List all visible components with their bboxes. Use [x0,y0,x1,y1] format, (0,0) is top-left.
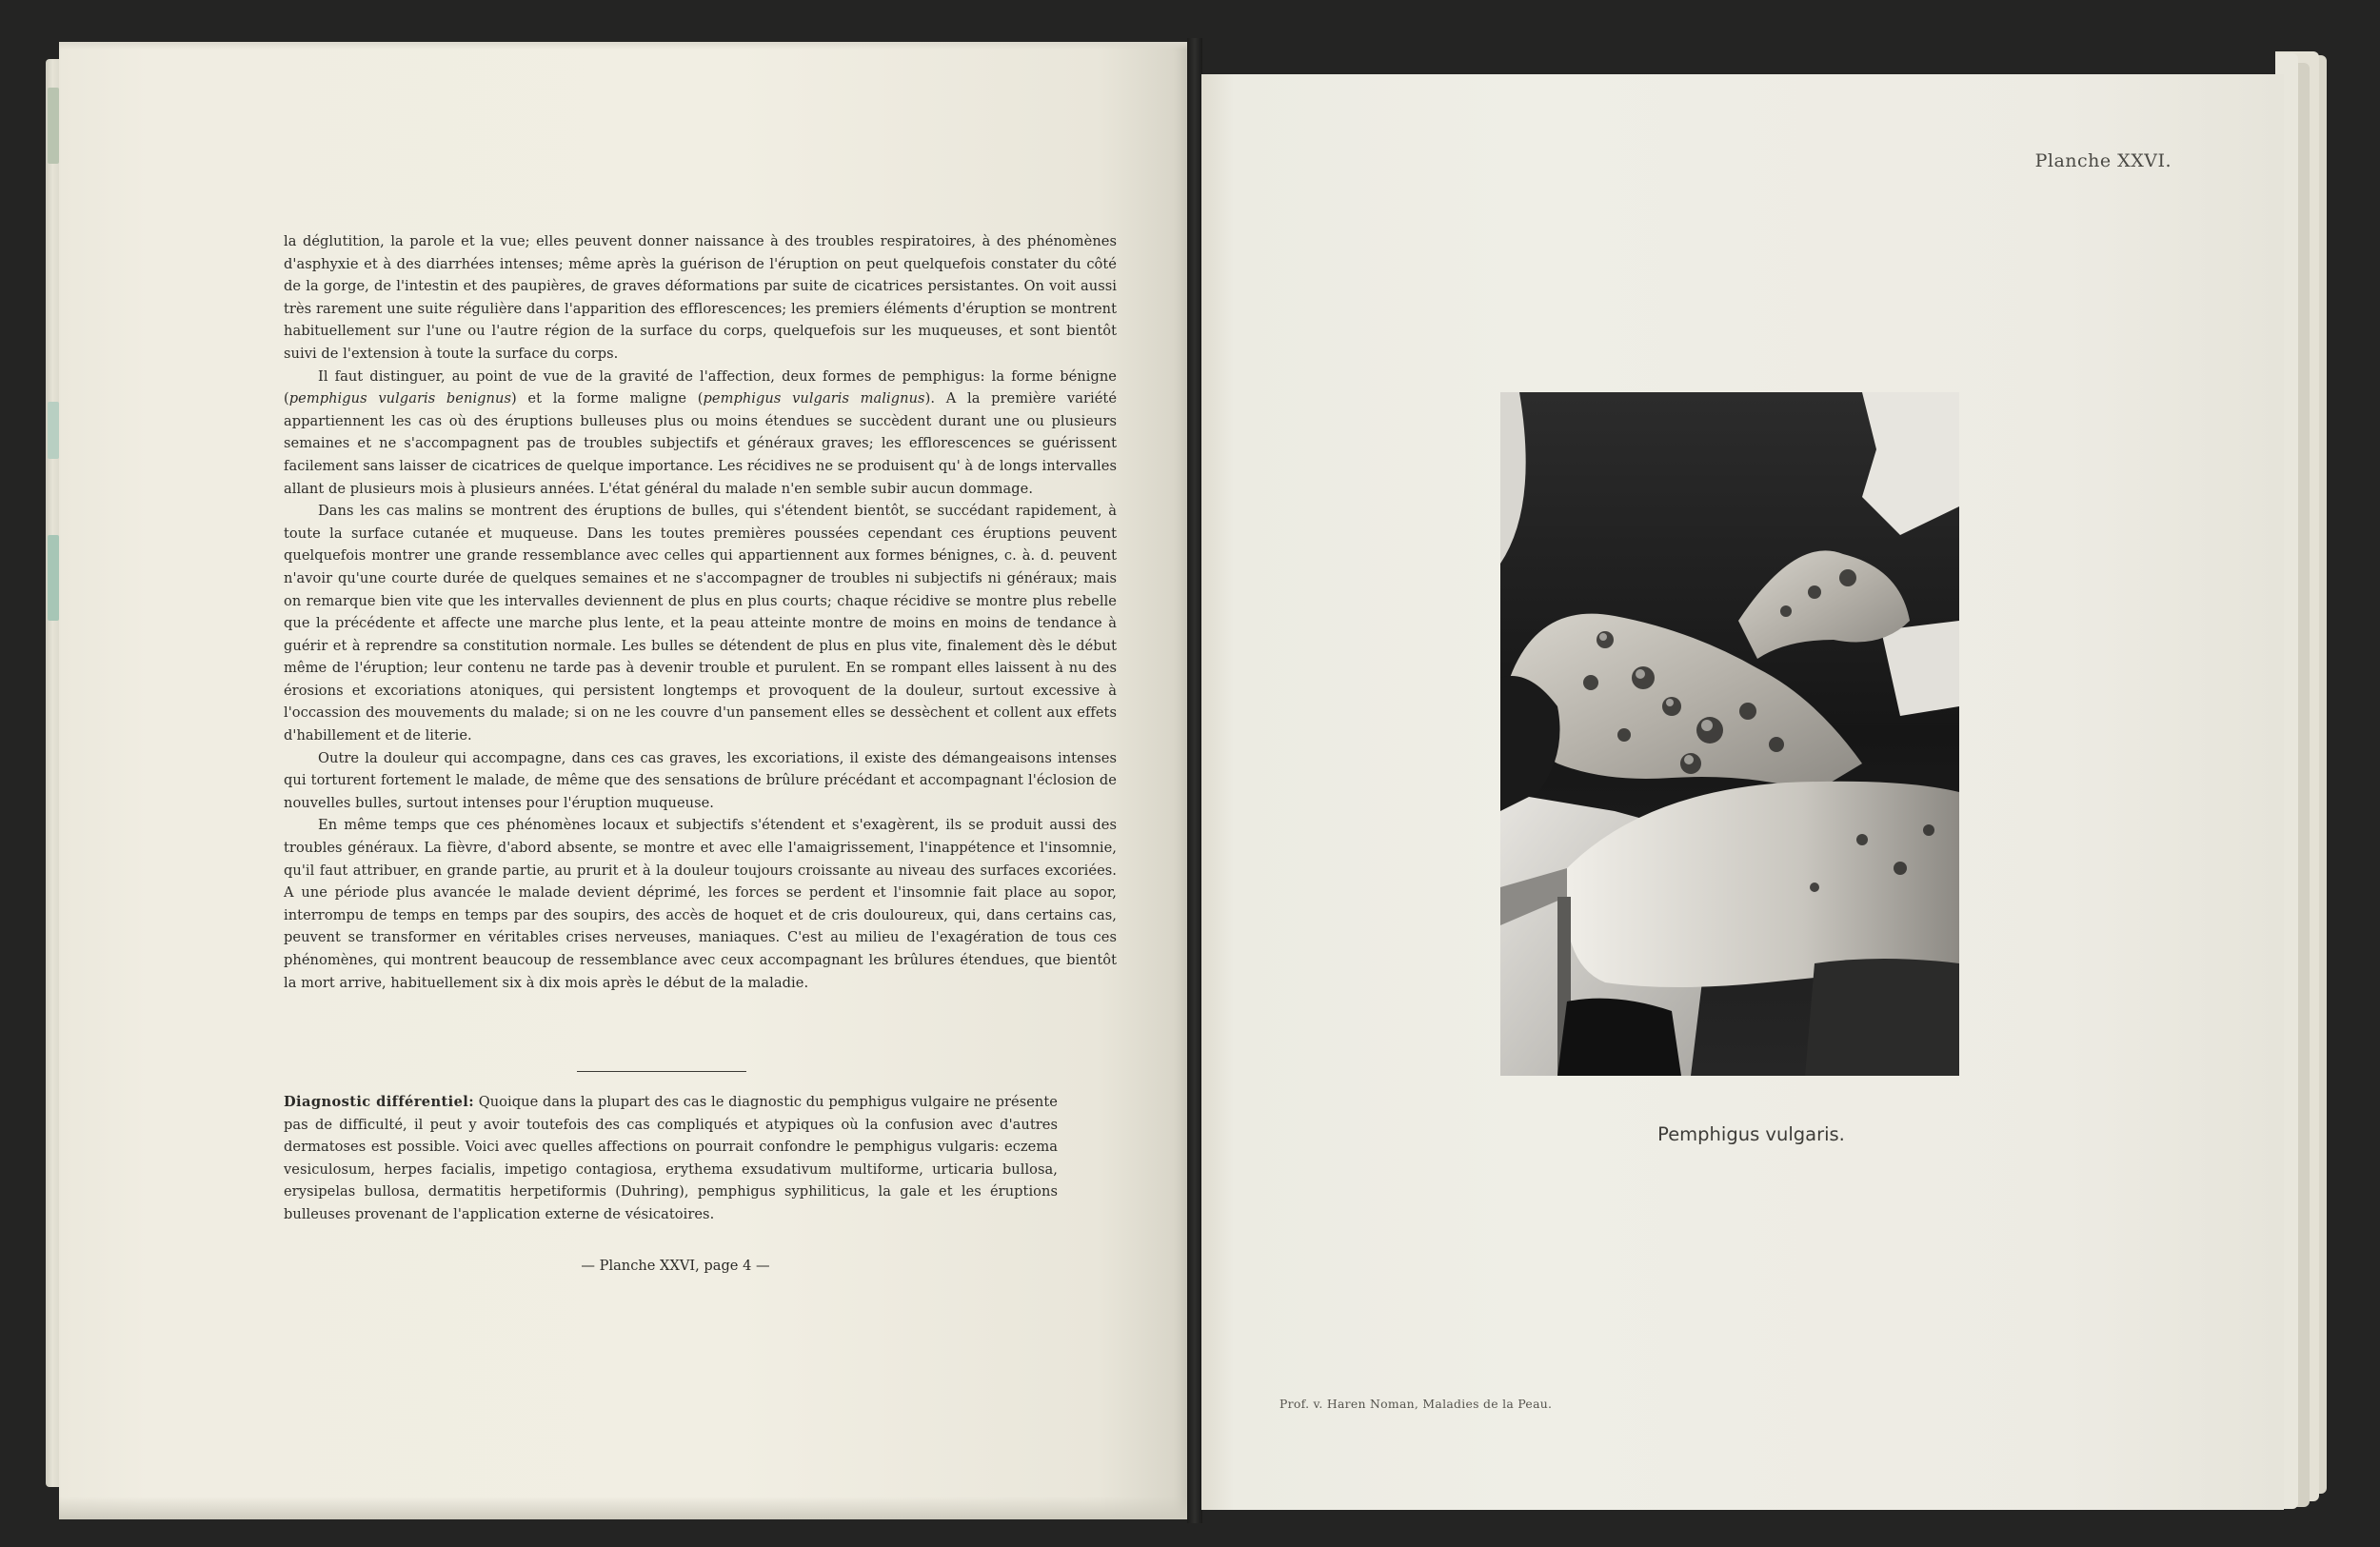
book-gutter [1187,38,1202,1523]
left-page [59,42,1187,1519]
plate-number: Planche XXVI. [2034,150,2172,171]
right-page [1201,74,2284,1510]
plate-caption: Pemphigus vulgaris. [1657,1123,1845,1145]
page-footer: — Planche XXVI, page 4 — [581,1258,770,1274]
page-tab [48,88,59,164]
page-tab [48,535,59,621]
paragraph: Outre la douleur qui accompagne, dans ces cas graves, les excoriations, il existe des démangeaisons intenses qui torturent fortement le malade, de même que des sensations de brûlure précédant et accompagnant l'éclosion de nouvelles bulles, surtout intenses pour l'éruption muqueuse. [284,749,1117,811]
text-run: Il faut distinguer, au point de vue de la gravité de l'affection, deux formes de pemphigus: la forme bénigne ( [284,367,1117,407]
photo-image [1500,392,1959,1076]
diagnostic-title: Diagnostic différentiel: [284,1094,474,1110]
diagnostic-paragraph [284,1091,1058,1226]
publication-credit: Prof. v. Haren Noman, Maladies de la Peau. [1279,1397,1553,1411]
paragraph: Dans les cas malins se montrent des éruptions de bulles, qui s'étendent bientôt, se succédant rapidement, à toute la surface cutanée et muqueuse. Dans les toutes premières poussées cependant ces éruptions peuvent quelquefois montrer une grande ressemblance avec celles qui appartiennent aux formes bénignes, c. à. d. peuvent n'avoir qu'une courte durée de quelques semaines et ne s'accompagner de troubles ni subjectifs ni généraux; mais on remarque bien vite que les intervalles deviennent de plus en plus courts; chaque récidive se montre plus rebelle que la précédente et affecte une marche plus lente, et la peau atteinte montre de moins en moins de tendance à guérir et à reprendre sa constitution normale. Les bulles se détendent de plus en plus vite, finalement dès le début même de l'éruption; leur contenu ne tarde pas à devenir trouble et purulent. En se rompant elles laissent à nu des érosions et excoriations atoniques, qui persistent longtemps et provoquent de la douleur, surtout excessive à l'occassion des mouvements du malade; si on ne les couvre d'un pansement elles se dessèchent et collent aux effets d'habillement et de literie. [284,503,1117,744]
page-tab [48,402,59,459]
italic-term: pemphigus vulgaris malignus [703,390,925,407]
paragraph-forms [284,366,1117,501]
paragraph: En même temps que ces phénomènes locaux et subjectifs s'étendent et s'exagèrent, ils se produit aussi des troubles généraux. La fièvre, d'abord absente, se montre et avec elle l'amaigrissement, l'inappétence et l'insomnie, qu'il faut attribuer, en grande partie, au prurit et à la douleur toujours croissante au niveau des surfaces excoriées. A une période plus avancée le malade devient déprimé, les forces se perdent et l'insomnie fait place au sopor, interrompu de temps en temps par des soupirs, des accès de hoquet et de cris douloureux, qui, dans certains cas, peuvent se transformer en véritables crises nerveuses, maniaques. C'est au milieu de l'exagération de tous ces phénomènes, qui montrent beaucoup de ressemblance avec ceux accompagnant les brûlures étendues, que bientôt la mort arrive, habituellement six à dix mois après le début de la maladie. [284,817,1117,991]
text-run: ) et la forme maligne ( [511,390,704,407]
diagnostic-text: Quoique dans la plupart des cas le diagnostic du pemphigus vulgaire ne présente pas de difficulté, il peut y avoir toutefois des cas compliqués et atypiques où la confusion avec d'autres dermatoses est possible. Voici avec quelles affections on pourrait confondre le pemphigus vulgaris: eczema vesiculosum, herpes facialis, impetigo contagiosa, erythema exsudativum multiforme, urticaria bullosa, erysipelas bullosa, dermatitis herpetiformis (Duhring), pemphigus syphiliticus, la gale et les éruptions bulleuses provenant de l'application externe de vésicatoires. [284,1094,1058,1222]
italic-term: pemphigus vulgaris benignus [288,390,511,407]
text-run: ). A la première variété appartiennent les cas où des éruptions bulleuses plus ou moins étendues se succèdent durant une ou plusieurs semaines et ne s'accompagnent pas de troubles subjectifs et généraux graves; les efflorescences se guérissent facilement sans laisser de cicatrices de quelque importance. Les récidives ne se produisent qu' à de longs intervalles allant de plusieurs mois à plusieurs années. L'état général du malade n'en semble subir aucun dommage. [284,390,1118,497]
paragraph: la déglutition, la parole et la vue; elles peuvent donner naissance à des troubles respiratoires, à des phénomènes d'asphyxie et à des diarrhées intenses; même après la guérison de l'éruption on peut quelquefois constater du côté de la gorge, de l'intestin et des paupières, de graves déformations par suite de cicatrices persistantes. On voit aussi très rarement une suite régulière dans l'apparition des efflorescences; les premiers éléments d'éruption se montrent habituellement sur l'une ou l'autre région de la surface du corps, quelquefois sur les muqueuses, et sont bientôt suivi de l'extension à toute la surface du corps. [284,233,1117,362]
section-divider [577,1071,746,1072]
body-text [284,230,1117,994]
clinical-photograph [1500,392,1959,1076]
right-page-stack [2275,50,2332,1511]
